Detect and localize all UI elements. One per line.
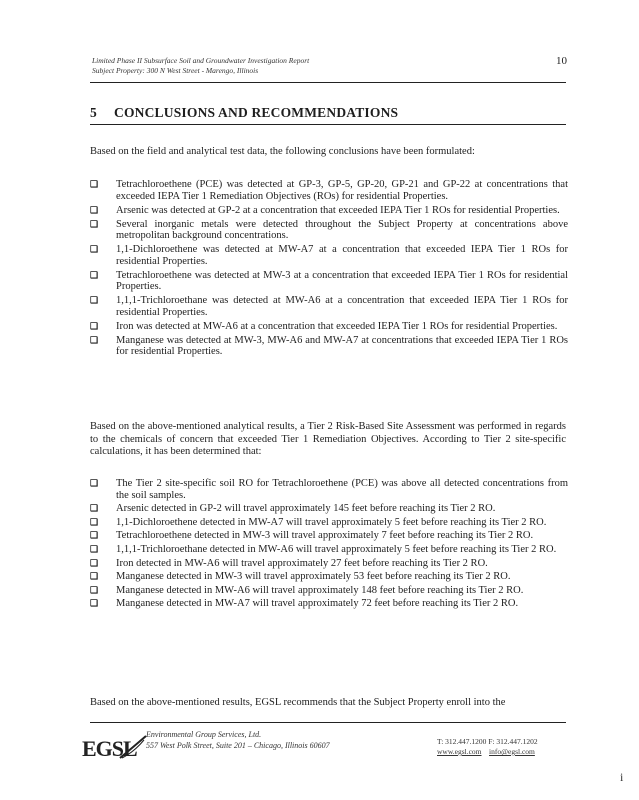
section-rule: [90, 124, 566, 125]
list-item: [90, 517, 568, 529]
checkbox-bullet-icon: ❑: [90, 295, 99, 306]
conclusions-list: [90, 179, 568, 360]
list-item-text: 1,1,1-Trichloroethane was detected at MW-A6 at a concentration that exceeded IEPA Tier 1 ROs for residential Properties.: [116, 295, 568, 318]
list-item: [90, 530, 568, 542]
list-item-text: 1,1-Dichloroethene detected in MW-A7 will travel approximately 5 feet before reaching its Tier 2 RO.: [116, 516, 547, 528]
page-number: 10: [556, 55, 567, 67]
tier2-findings-list: [90, 478, 568, 612]
list-item-text: Arsenic was detected at GP-2 at a concentration that exceeded IEPA Tier 1 ROs for residential Properties.: [116, 204, 560, 216]
list-item: [90, 270, 568, 293]
logo-swoosh-icon: [118, 734, 148, 760]
company-block: [146, 729, 330, 751]
checkbox-bullet-icon: ❑: [90, 218, 99, 229]
egsl-logo: EGSL: [82, 736, 137, 761]
contact-block: [437, 737, 538, 757]
list-item: [90, 244, 568, 267]
checkbox-bullet-icon: ❑: [90, 478, 99, 488]
checkbox-bullet-icon: ❑: [90, 530, 99, 541]
list-item: [90, 585, 568, 597]
checkbox-bullet-icon: ❑: [90, 320, 99, 331]
section-heading: [90, 105, 398, 121]
header-subject-property: Subject Property: 300 N West Street - Marengo, Illinois: [92, 66, 259, 75]
list-item-text: Manganese detected in MW-A6 will travel approximately 148 feet before reaching its Tier 2 RO.: [116, 584, 524, 596]
list-item: [90, 571, 568, 583]
list-item: [90, 335, 568, 358]
list-item: [90, 478, 568, 501]
list-item-text: 1,1,1-Trichloroethane detected in MW-A6 will travel approximately 5 feet before reaching its Tier 2 RO.: [116, 543, 557, 555]
page-footer: [0, 720, 639, 800]
list-item-text: Tetrachloroethene was detected at MW-3 at a concentration that exceeded IEPA Tier 1 ROs for residential Properties.: [116, 269, 568, 293]
list-item-text: Arsenic detected in GP-2 will travel approximately 145 feet before reaching its Tier 2 RO.: [116, 503, 496, 515]
list-item: [90, 179, 568, 202]
checkbox-bullet-icon: ❑: [90, 598, 99, 609]
section-number: 5: [90, 105, 97, 120]
checkbox-bullet-icon: ❑: [90, 244, 99, 255]
list-item: [90, 544, 568, 556]
list-item-text: Manganese detected in MW-3 will travel approximately 53 feet before reaching its Tier 2 RO.: [116, 571, 511, 583]
intro-paragraph: Based on the field and analytical test data, the following conclusions have been formulated:: [90, 146, 475, 157]
list-item: [90, 295, 568, 318]
checkbox-bullet-icon: ❑: [90, 269, 99, 280]
company-name: Environmental Group Services, Ltd.: [146, 730, 262, 739]
checkbox-bullet-icon: ❑: [90, 516, 99, 527]
list-item: [90, 205, 568, 217]
list-item: [90, 321, 568, 333]
list-item-text: Tetrachloroethene (PCE) was detected at GP-3, GP-5, GP-20, GP-21 and GP-22 at concentrations that exceeded IEPA Tier 1 Remediation Objectives (ROs) for residential Properties.: [116, 179, 568, 202]
list-item-text: Manganese was detected at MW-3, MW-A6 and MW-A7 at concentrations that exceeded IEPA Tier 1 ROs for residential Properties.: [116, 334, 568, 358]
company-address: 557 West Polk Street, Suite 201 – Chicago, Illinois 60607: [146, 741, 330, 750]
list-item-text: The Tier 2 site-specific soil RO for Tetrachloroethene (PCE) was above all detected concentrations from the soil samples.: [116, 478, 568, 501]
checkbox-bullet-icon: ❑: [90, 557, 99, 568]
list-item: [90, 219, 568, 242]
tier2-intro-paragraph: Based on the above-mentioned analytical results, a Tier 2 Risk-Based Site Assessment was performed in regards to the chemicals of concern that exceeded Tier 1 Remediation Objectives. According to Tier 2 site-specific calculations, it has been determined that:: [90, 421, 566, 458]
list-item: [90, 598, 568, 610]
checkbox-bullet-icon: ❑: [90, 334, 99, 345]
phone-fax: T: 312.447.1200 F: 312.447.1202: [437, 737, 538, 746]
list-item: [90, 558, 568, 570]
list-item-text: Several inorganic metals were detected throughout the Subject Property at concentrations above metropolitan background concentrations.: [116, 218, 568, 242]
list-item: [90, 503, 568, 515]
list-item-text: Tetrachloroethene detected in MW-3 will travel approximately 7 feet before reaching its Tier 2 RO.: [116, 530, 534, 542]
email-link[interactable]: info@egsl.com: [489, 747, 535, 756]
edge-mark: i: [620, 770, 624, 784]
list-item-text: 1,1-Dichloroethene was detected at MW-A7 at a concentration that exceeded IEPA Tier 1 ROs for residential Properties.: [116, 244, 568, 267]
checkbox-bullet-icon: ❑: [90, 543, 99, 554]
checkbox-bullet-icon: ❑: [90, 179, 99, 189]
section-title: CONCLUSIONS AND RECOMMENDATIONS: [114, 105, 399, 120]
header-rule: [90, 82, 566, 83]
checkbox-bullet-icon: ❑: [90, 503, 99, 514]
list-item-text: Manganese detected in MW-A7 will travel approximately 72 feet before reaching its Tier 2 RO.: [116, 598, 519, 610]
running-header: [92, 56, 309, 76]
closing-paragraph: Based on the above-mentioned results, EGSL recommends that the Subject Property enroll into the: [90, 697, 506, 708]
checkbox-bullet-icon: ❑: [90, 571, 99, 582]
header-report-title: Limited Phase II Subsurface Soil and Groundwater Investigation Report: [92, 56, 310, 65]
list-item-text: Iron was detected at MW-A6 at a concentration that exceeded IEPA Tier 1 ROs for residential Properties.: [116, 320, 558, 332]
list-item-text: Iron detected in MW-A6 will travel approximately 27 feet before reaching its Tier 2 RO.: [116, 557, 488, 569]
checkbox-bullet-icon: ❑: [90, 584, 99, 595]
website-link[interactable]: www.egsl.com: [437, 747, 482, 756]
checkbox-bullet-icon: ❑: [90, 204, 99, 215]
